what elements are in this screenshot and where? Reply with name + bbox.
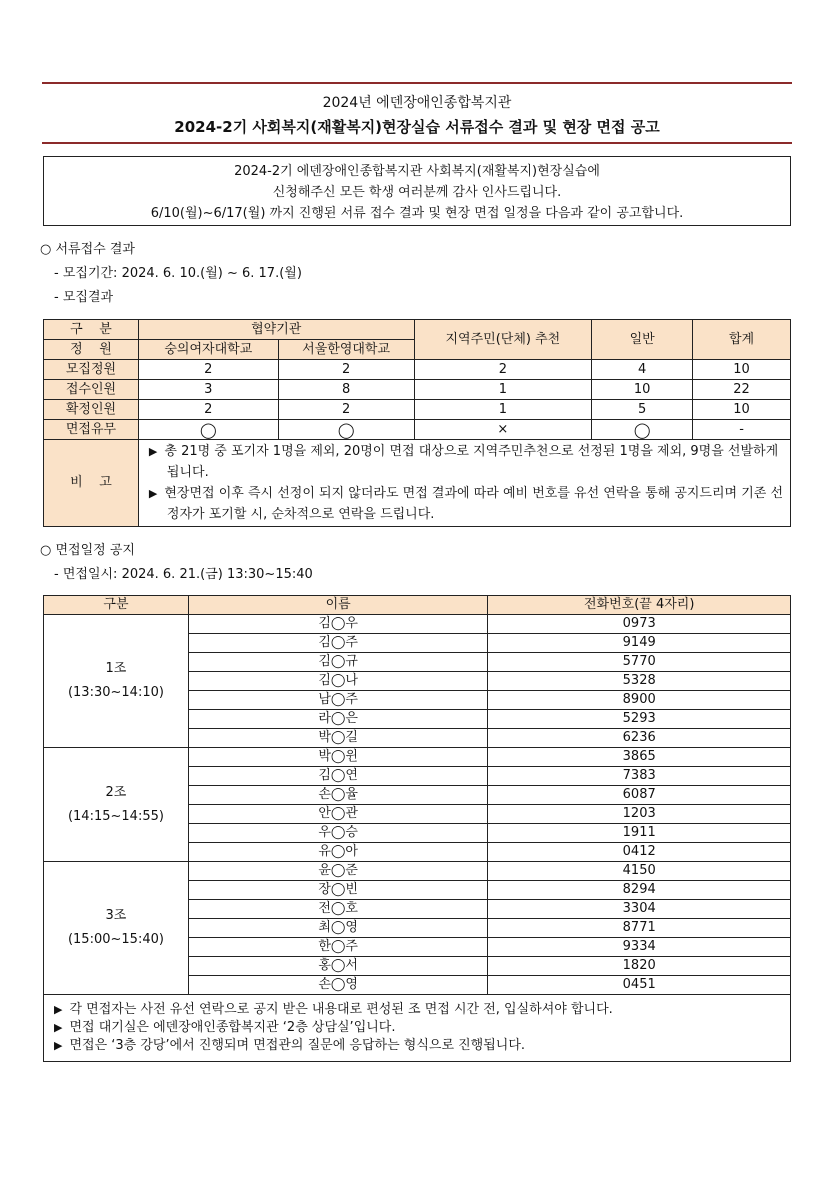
triangle-right-icon: ▶ [54, 1021, 63, 1034]
person-name: 박◯길 [188, 729, 488, 748]
header-group: 구분 [44, 596, 189, 615]
interview-date: - 면접일시: 2024. 6. 21.(금) 13:30~15:40 [54, 567, 313, 582]
table-row [44, 615, 791, 634]
organization-name: 2024년 에덴장애인종합복지관 [322, 95, 512, 111]
notice-line: 신청해주신 모든 학생 여러분께 감사 인사드립니다. [272, 185, 562, 200]
triangle-right-icon: ▶ [54, 1039, 63, 1052]
circle-mark: ◯ [138, 420, 278, 440]
person-phone: 9149 [488, 634, 791, 653]
person-phone: 9334 [488, 938, 791, 957]
person-name: 김◯우 [188, 615, 488, 634]
page-title: 2024-2기 사회복지(재활복지)현장실습 서류접수 결과 및 현장 면접 공고 [174, 118, 660, 136]
note-text: 면접 대기실은 에덴장애인종합복지관 ‘2층 상담실’입니다. [69, 1020, 396, 1035]
person-name: 손◯율 [188, 786, 488, 805]
note-text: 면접은 ‘3층 강당’에서 진행되며 면접관의 질문에 응답하는 형식으로 진행됩니다. [69, 1038, 526, 1053]
person-name: 윤◯준 [188, 862, 488, 881]
person-name: 한◯주 [188, 938, 488, 957]
circle-mark: ◯ [592, 420, 693, 440]
group-time: (13:30~14:10) [67, 685, 164, 700]
triangle-right-icon: ▶ [148, 487, 158, 500]
row-label: 면접유무 [44, 420, 139, 440]
cell: 4 [592, 360, 693, 380]
cell: 2 [278, 360, 414, 380]
person-name: 유◯아 [188, 843, 488, 862]
group-cell [44, 748, 189, 862]
cross-mark: × [414, 420, 592, 440]
table-row [44, 400, 791, 420]
person-phone: 3304 [488, 900, 791, 919]
cell: 2 [278, 400, 414, 420]
group-label: 2조 [105, 784, 127, 800]
row-label: 접수인원 [44, 380, 139, 400]
title-rule [42, 142, 792, 144]
cell: 10 [592, 380, 693, 400]
cell: 2 [414, 360, 592, 380]
person-name: 박◯윈 [188, 748, 488, 767]
person-name: 김◯주 [188, 634, 488, 653]
header-name: 이름 [188, 596, 488, 615]
header-local-recommend: 지역주민(단체) 추천 [414, 320, 592, 360]
section-heading-interview-schedule: ○ 면접일정 공지 [40, 543, 135, 558]
header-univ-hanyoung: 서울한영대학교 [278, 340, 414, 360]
person-name: 최◯영 [188, 919, 488, 938]
section-heading-document-result: ○ 서류접수 결과 [40, 242, 135, 257]
table-row [44, 420, 791, 440]
row-label: 모집정원 [44, 360, 139, 380]
top-rule [42, 82, 792, 84]
header-total: 합계 [693, 320, 791, 360]
recruit-result-table [43, 319, 791, 527]
group-time: (14:15~14:55) [67, 808, 164, 824]
cell: 8 [278, 380, 414, 400]
notice-box [43, 156, 791, 226]
group-time: (15:00~15:40) [67, 932, 164, 947]
person-phone: 0451 [488, 976, 791, 995]
table-row [44, 748, 791, 767]
table-row [44, 360, 791, 380]
person-phone: 8900 [488, 691, 791, 710]
group-cell [44, 615, 189, 748]
person-phone: 5328 [488, 672, 791, 691]
person-name: 홍◯서 [188, 957, 488, 976]
table-row [44, 380, 791, 400]
person-name: 전◯호 [188, 900, 488, 919]
person-phone: 8294 [488, 881, 791, 900]
person-phone: 6236 [488, 729, 791, 748]
remark-text: 현장면접 이후 즉시 선정이 되지 않더라도 면접 결과에 따라 예비 번호를 유선 연락을 통해 공지드리며 기존 선정자가 포기할 시, 순차적으로 연락을 드립니다. [164, 486, 784, 522]
header-univ-soongeui: 숭의여자대학교 [138, 340, 278, 360]
recruit-period: - 모집기간: 2024. 6. 10.(월) ~ 6. 17.(월) [54, 266, 302, 281]
cell: 22 [693, 380, 791, 400]
circle-mark: ◯ [278, 420, 414, 440]
group-cell [44, 862, 189, 995]
header-phone: 전화번호(끝 4자리) [488, 596, 791, 615]
header-jeongwon: 정 원 [44, 340, 139, 360]
person-phone: 6087 [488, 786, 791, 805]
row-label: 확정인원 [44, 400, 139, 420]
person-phone: 1203 [488, 805, 791, 824]
person-phone: 8771 [488, 919, 791, 938]
notice-line: 6/10(월)~6/17(월) 까지 진행된 서류 접수 결과 및 현장 면접 일정을 다음과 같이 공고합니다. [150, 206, 684, 221]
cell: 10 [693, 400, 791, 420]
person-name: 우◯승 [188, 824, 488, 843]
dash-mark: - [693, 420, 791, 440]
person-name: 김◯규 [188, 653, 488, 672]
interview-notes [44, 995, 791, 1062]
triangle-right-icon: ▶ [54, 1003, 63, 1016]
triangle-right-icon: ▶ [148, 445, 158, 458]
person-phone: 0412 [488, 843, 791, 862]
group-label: 1조 [105, 661, 127, 676]
remark-notes [138, 440, 790, 527]
cell: 3 [138, 380, 278, 400]
table-row [44, 862, 791, 881]
person-name: 안◯관 [188, 805, 488, 824]
header-gubun: 구 분 [44, 320, 139, 340]
remark-label: 비 고 [44, 440, 139, 527]
person-phone: 7383 [488, 767, 791, 786]
person-phone: 1820 [488, 957, 791, 976]
person-name: 장◯빈 [188, 881, 488, 900]
cell: 2 [138, 400, 278, 420]
person-phone: 1911 [488, 824, 791, 843]
person-name: 라◯은 [188, 710, 488, 729]
remark-text: 총 21명 중 포기자 1명을 제외, 20명이 면접 대상으로 지역주민추천으로 선정된 1명을 제외, 9명을 선발하게 됩니다. [164, 444, 779, 480]
group-label: 3조 [105, 908, 127, 923]
person-phone: 5770 [488, 653, 791, 672]
person-name: 손◯영 [188, 976, 488, 995]
cell: 1 [414, 380, 592, 400]
person-name: 김◯나 [188, 672, 488, 691]
person-phone: 3865 [488, 748, 791, 767]
person-name: 김◯연 [188, 767, 488, 786]
person-phone: 0973 [488, 615, 791, 634]
cell: 2 [138, 360, 278, 380]
interview-schedule-table [43, 595, 791, 1062]
person-phone: 5293 [488, 710, 791, 729]
header-general: 일반 [592, 320, 693, 360]
note-text: 각 면접자는 사전 유선 연락으로 공지 받은 내용대로 편성된 조 면접 시간 전, 입실하셔야 합니다. [69, 1002, 613, 1017]
cell: 1 [414, 400, 592, 420]
cell: 5 [592, 400, 693, 420]
person-phone: 4150 [488, 862, 791, 881]
header-partner-institutions: 협약기관 [138, 320, 414, 340]
recruit-result-label: - 모집결과 [54, 290, 114, 305]
cell: 10 [693, 360, 791, 380]
person-name: 남◯주 [188, 691, 488, 710]
notice-line: 2024-2기 에덴장애인종합복지관 사회복지(재활복지)현장실습에 [234, 164, 600, 179]
